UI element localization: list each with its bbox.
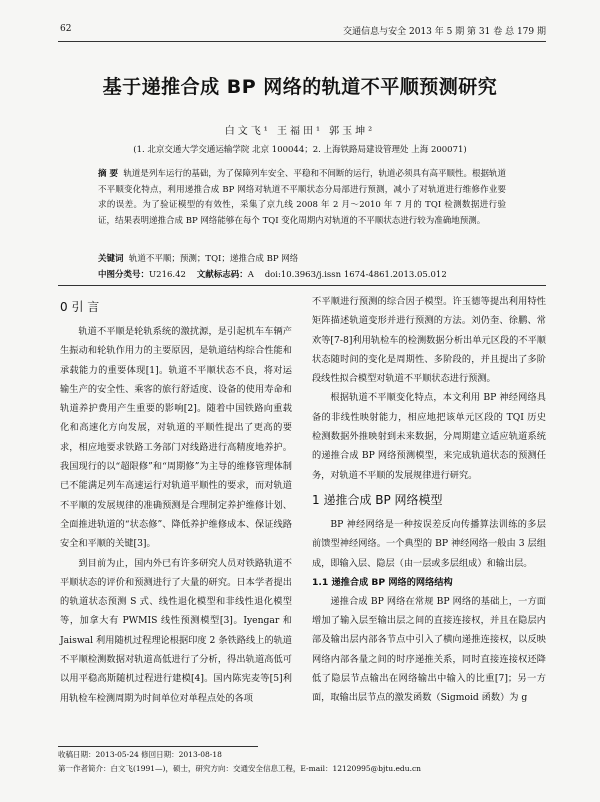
clc-label: 中图分类号： — [98, 270, 150, 280]
classification-line — [98, 268, 518, 280]
right-column — [312, 292, 546, 708]
doc-label: 文献标志码： — [196, 270, 248, 280]
authors: 白文飞¹ 王福田¹ 郭玉坤² — [224, 126, 376, 137]
section-1-heading: 1 递推合成 BP 网络模型 — [312, 492, 443, 507]
intro-paragraph-2: 到目前为止，国内外已有许多研究人员对铁路轨道不平顺状态的评价和预测进行了大量的研究。日本学者提出的轨道状态预测 S 式、线性退化模型和非线性退化模型等，加拿大有 PWMIS 线性预测模型[3]。Iyengar 和 Jaiswal 利用随机过程理论根据印度 2 条铁路线上的轨道不平顺检测数据对轨道高低进行了分析，得出轨道高低可以用平稳高斯随机过程进行建模[4]。国内陈宪麦等[5]利用轨检车检测周期为时间单位对单程点处的各项 — [60, 557, 292, 704]
header-rule — [58, 41, 546, 42]
received-dates: 收稿日期：2013-05-24 修回日期：2013-08-18 — [58, 750, 222, 759]
author-bio: 第一作者简介：白文飞(1991—)，硕士，研究方向：交通安全信息工程，E-mail：12120995@bjtu.edu.cn — [58, 764, 421, 773]
subsection-1-1-paragraph: 递推合成 BP 网络在常规 BP 网络的基础上，一方面增加了输入层至输出层之间的直接连接权，并且在隐层内部及输出层内部各节点中引入了横向递推连接权，以反映网络内部各量之间的时序递推关系，同时直接连接权还降低了隐层节点输出在网络输出中输入的比重[7]；另一方面，取输出层节点的激发函数（Sigmoid 函数）为 g — [312, 595, 546, 704]
keywords — [98, 252, 518, 264]
doc-value: A — [247, 270, 254, 280]
keywords-label: 关键词 — [98, 254, 124, 264]
paper-title: 基于递推合成 BP 网络的轨道不平顺预测研究 — [102, 76, 498, 98]
left-column — [60, 292, 292, 708]
footnote — [58, 748, 546, 776]
section-0-heading: 0 引 言 — [60, 300, 100, 314]
running-header — [0, 24, 600, 40]
abstract-rule — [58, 285, 546, 286]
intro-paragraph-3: 根据轨道不平顺变化特点，本文利用 BP 神经网络具备的非线性映射能力，相应地把该单元区段的 TQI 历史检测数据外推映射到未来数据，分周期建立适应轨道系统的递推合成 BP 网络预测模型，来完成轨道状态的预测任务，对轨道不平顺的发展规律进行研究。 — [312, 392, 546, 481]
journal-info: 交通信息与安全 2013 年 5 期 第 31 卷 总 179 期 — [343, 27, 546, 37]
subsection-1-1-heading: 1.1 递推合成 BP 网络的网络结构 — [312, 576, 453, 588]
abstract-label: 摘 要 — [98, 169, 118, 179]
abstract-text: 轨道是列车运行的基础，为了保障列车安全、平稳和不间断的运行，轨道必须具有高平顺性。根据轨道不平顺变化特点，利用递推合成 BP 网络对轨道不平顺状态分局部进行预测，减小了对轨道进行维修作业要求的误差。为了验证模型的有效性，采集了京九线 2008 年 2 月～2010 年 7 月的 TQI 检测数据进行验证，结果表明递推合成 BP 网络能够在每个 TQI 变化周期内对轨道的不平顺状态进行较为准确地预测。 — [98, 169, 506, 226]
section-1-paragraph: BP 神经网络是一种按误差反向传播算法训练的多层前馈型神经网络。一个典型的 BP 神经网络一般由 3 层组成，即输入层、隐层（由一层或多层组成）和输出层。 — [312, 518, 546, 569]
footnote-rule — [58, 746, 258, 747]
page-number: 62 — [60, 24, 72, 34]
doi: doi:10.3963/j.issn 1674-4861.2013.05.012 — [264, 270, 447, 280]
intro-paragraph-continued: 不平顺进行预测的综合因子模型。许玉德等提出利用特性矩阵描述轨道变形并进行预测的方法。刘仍奎、徐鹏、常欢等[7-8]利用轨检车的检测数据分析出单元区段的不平顺状态随时间的变化是周期性、多阶段的，并且提出了多阶段线性拟合模型对轨道不平顺状态进行预测。 — [312, 296, 546, 385]
intro-paragraph-1: 轨道不平顺是轮轨系统的激扰源，是引起机车车辆产生振动和轮轨作用力的主要原因，是轨道结构综合性能和承载能力的重要体现[1]。轨道不平顺状态不良，将对运输生产的安全性、乘客的旅行舒适度、设备的使用寿命和轨道养护费用产生重要的影响[2]。随着中国铁路向重载化和高速化方向发展，对轨道的平顺性提出了更高的要求，相应地要求铁路工务部门对线路进行高精度地养护。我国现行的以“超限修”和“周期修”为主导的维修管理体制已不能满足列车高速运行对轨道平顺性的要求，而对轨道不平顺的发展规律的准确预测是合理制定养护维修计划、全面推进轨道的“状态修”、降低养护维修成本、保证线路安全和平顺的关键[3]。 — [60, 326, 292, 550]
affiliation: (1. 北京交通大学交通运输学院 北京 100044；2. 上海铁路局建设管理处 上海 200071) — [133, 145, 467, 155]
keywords-text: 轨道不平顺；预测；TQI；递推合成 BP 网络 — [128, 254, 299, 264]
abstract — [98, 167, 506, 229]
clc-value: U216.42 — [149, 270, 186, 280]
